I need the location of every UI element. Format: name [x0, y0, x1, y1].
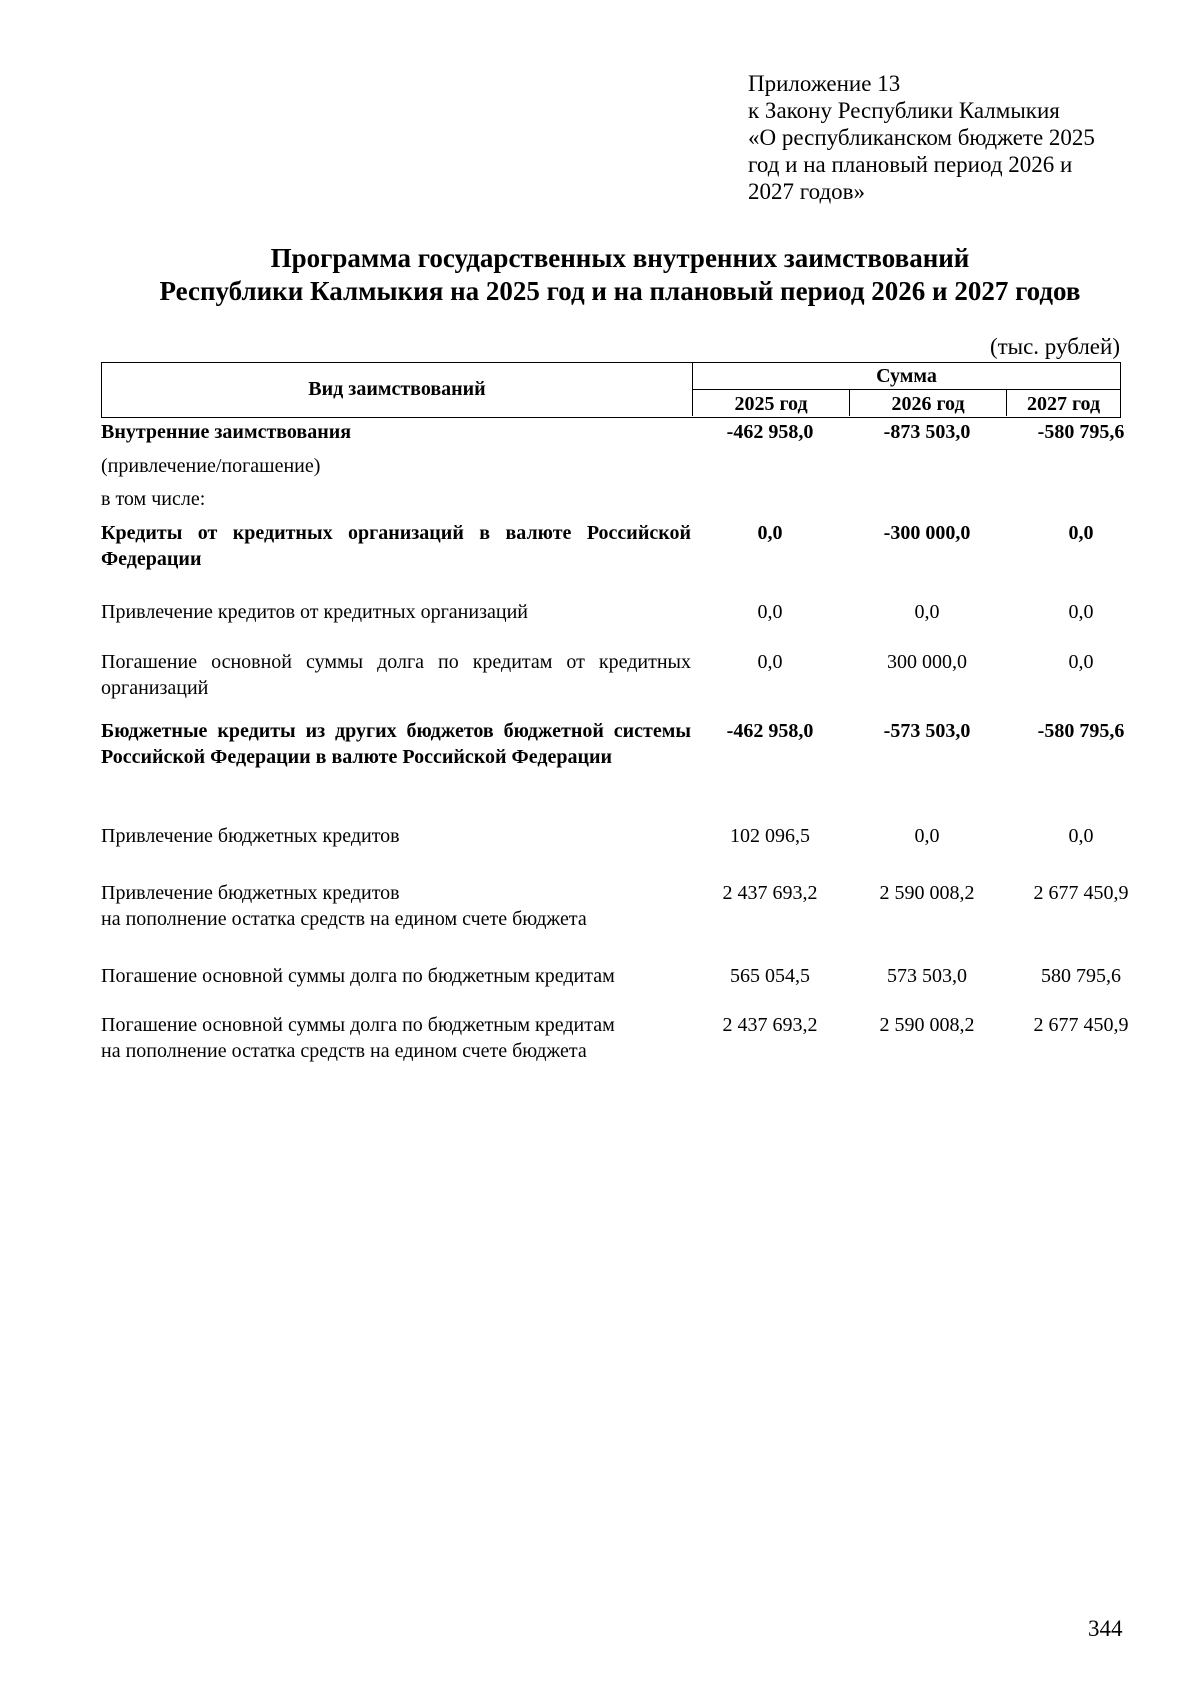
- table-header: [101, 362, 1121, 418]
- row-label-line: Погашение основной суммы долга по бюджетным кредитам: [101, 1014, 615, 1036]
- page-number: 344: [1088, 1616, 1123, 1641]
- value-2026: -573 503,0: [883, 720, 971, 742]
- value-2026: 0,0: [914, 825, 940, 847]
- row-label: Погашение основной суммы долга по бюджетным кредитам: [101, 965, 615, 987]
- value-2026: -300 000,0: [883, 522, 971, 544]
- row-label: [101, 880, 691, 932]
- value-2026: 573 503,0: [887, 965, 967, 987]
- row-label: Привлечение кредитов от кредитных организаций: [101, 601, 528, 623]
- row-label: [101, 1012, 691, 1064]
- row-label: Бюджетные кредиты из других бюджетов бюджетной системы Российской Федерации в валюте Российской Федерации: [101, 720, 691, 768]
- unit-label: (тыс. рублей): [989, 334, 1120, 359]
- appendix-line: 2027 годов»: [748, 179, 866, 204]
- value-2025: 2 437 693,2: [722, 882, 818, 904]
- row-label: в том числе:: [101, 488, 206, 510]
- value-2026: -873 503,0: [883, 421, 971, 443]
- row-label: Кредиты от кредитных организаций в валюте Российской Федерации: [101, 522, 691, 570]
- header-type: Вид заимствований: [102, 363, 693, 416]
- appendix-header: [748, 70, 1126, 205]
- header-year-2026: 2026 год: [850, 390, 1007, 416]
- row-label: Внутренние заимствования: [101, 421, 352, 443]
- borrowings-table: [101, 362, 1129, 1062]
- value-2025: 565 054,5: [730, 965, 810, 987]
- value-2025: 0,0: [757, 651, 783, 673]
- value-2027: 0,0: [1068, 522, 1094, 544]
- value-2026: 2 590 008,2: [879, 882, 975, 904]
- value-2025: 2 437 693,2: [722, 1014, 818, 1036]
- value-2025: -462 958,0: [726, 720, 814, 742]
- appendix-line: «О республиканском бюджете 2025: [748, 125, 1095, 150]
- value-2025: -462 958,0: [726, 421, 814, 443]
- value-2026: 0,0: [914, 601, 940, 623]
- appendix-line: к Закону Республики Калмыкия: [748, 98, 1060, 123]
- row-label-line: на пополнение остатка средств на едином счете бюджета: [101, 1040, 587, 1062]
- appendix-line: год и на плановый период 2026 и: [748, 152, 1073, 177]
- value-2027: 580 795,6: [1041, 965, 1121, 987]
- document-title: [80, 242, 1160, 308]
- value-2027: -580 795,6: [1037, 421, 1125, 443]
- value-2025: 0,0: [757, 522, 783, 544]
- value-2027: 2 677 450,9: [1033, 882, 1129, 904]
- appendix-line: Приложение 13: [748, 71, 901, 96]
- row-label: Привлечение бюджетных кредитов: [101, 825, 400, 847]
- header-year-2027: 2027 год: [1026, 393, 1101, 415]
- value-2027: -580 795,6: [1037, 720, 1125, 742]
- title-line: Программа государственных внутренних заимствований: [270, 243, 970, 273]
- value-2025: 0,0: [757, 601, 783, 623]
- value-2026: 300 000,0: [887, 651, 967, 673]
- value-2027: 0,0: [1068, 825, 1094, 847]
- title-line: Республики Калмыкия на 2025 год и на плановый период 2026 и 2027 годов: [159, 276, 1081, 306]
- row-label-line: на пополнение остатка средств на едином счете бюджета: [101, 908, 587, 930]
- value-2025: 102 096,5: [730, 825, 810, 847]
- value-2027: 0,0: [1068, 601, 1094, 623]
- value-2026: 2 590 008,2: [879, 1014, 975, 1036]
- value-2027: 2 677 450,9: [1033, 1014, 1129, 1036]
- row-label-line: Привлечение бюджетных кредитов: [101, 882, 400, 904]
- header-sum: Сумма: [693, 363, 1120, 390]
- row-label: (привлечение/погашение): [101, 455, 321, 477]
- row-label: Погашение основной суммы долга по кредитам от кредитных организаций: [101, 651, 691, 699]
- header-year-2025: 2025 год: [693, 390, 850, 416]
- value-2027: 0,0: [1068, 651, 1094, 673]
